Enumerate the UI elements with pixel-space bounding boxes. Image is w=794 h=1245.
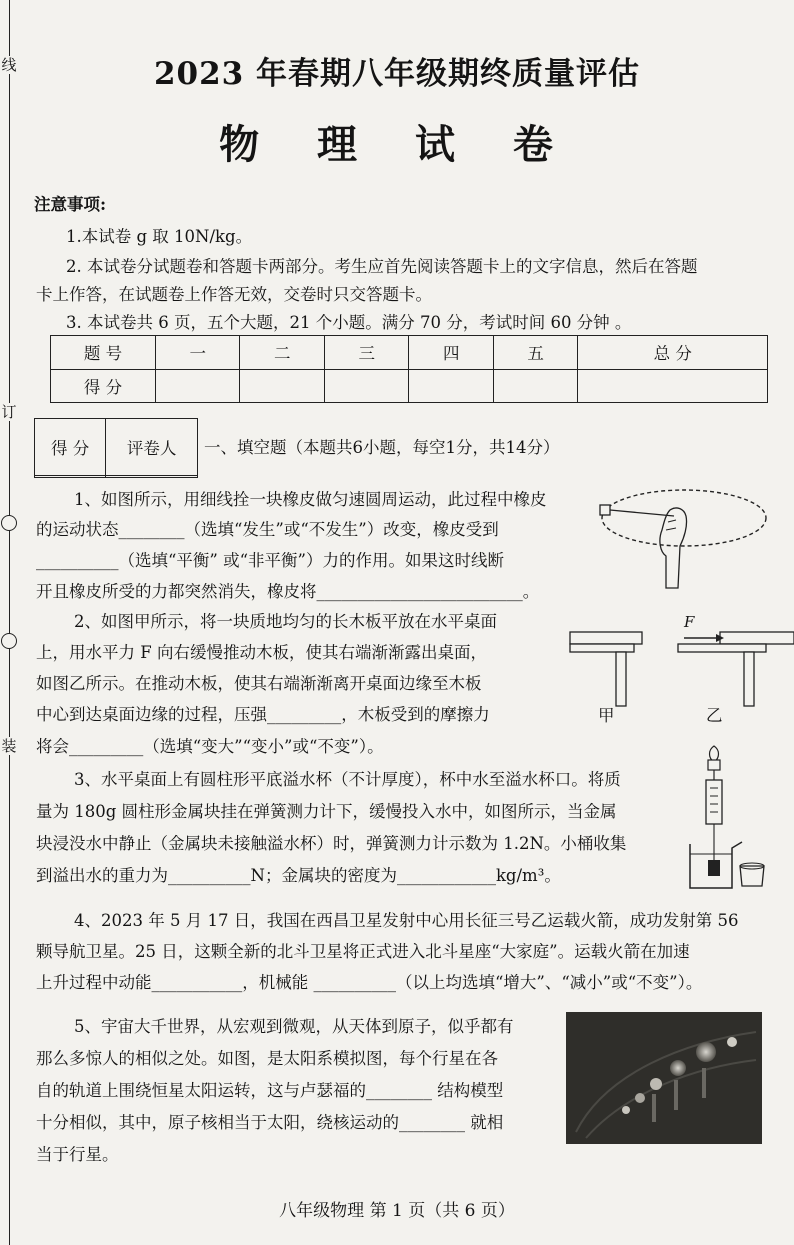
score-blank [578, 369, 768, 403]
q4-line-2: 颗导航卫星。25 日，这颗全新的北斗卫星将正式进入北斗星座“大家庭”。运载火箭在加速 [36, 942, 690, 961]
score-blank [409, 369, 493, 403]
q5-line-2: 那么多惊人的相似之处。如图，是太阳系模拟图，每个行星在各 [36, 1049, 498, 1068]
binding-line [9, 0, 10, 1245]
score-table-cell: 四 [409, 336, 493, 370]
q2-line-4: 中心到达桌面边缘的过程，压强_________，木板受到的摩擦力 [36, 705, 490, 724]
score-table-cell: 五 [493, 336, 577, 370]
q3-line-3: 块浸没水中静止（金属块未接触溢水杯）时，弹簧测力计示数为 1.2N。小桶收集 [36, 834, 627, 853]
score-table [50, 335, 768, 403]
q1-figure-circular-motion [596, 476, 772, 600]
q2-line-1: 2、如图甲所示，将一块质地均匀的长木板平放在水平桌面 [74, 612, 497, 631]
notice-item-2-line-2: 卡上作答，在试题卷上作答无效，交卷时只交答题卡。 [36, 285, 432, 304]
binding-hole-2 [1, 633, 17, 649]
score-table-cell: 题 号 [51, 336, 156, 370]
grader-score-blank [35, 475, 106, 477]
q1-line-4: 开且橡皮所受的力都突然消失，橡皮将_________________________。 [36, 582, 540, 601]
q3-line-4: 到溢出水的重力为__________N；金属块的密度为____________kg/m³。 [36, 866, 561, 885]
q2-figure-label-b: 乙 [706, 706, 723, 725]
binding-hole-1 [1, 515, 17, 531]
score-blank [240, 369, 324, 403]
q2-figure-label-a: 甲 [598, 706, 615, 725]
q2-figure-a-board-on-table [548, 610, 648, 710]
score-table-cell: 一 [156, 336, 240, 370]
notice-item-2-line-1: 2. 本试卷分试题卷和答题卡两部分。考生应首先阅读答题卡上的文字信息，然后在答题 [66, 257, 698, 276]
q1-line-3: __________（选填“平衡” 或“非平衡”）力的作用。如果这时线断 [36, 551, 504, 570]
exam-title: 2023 年春期八年级期终质量评估 [153, 56, 641, 92]
score-table-score-row [51, 369, 768, 403]
score-table-label: 得 分 [51, 369, 156, 403]
q2-line-5: 将会_________（选填“变大”“变小”或“不变”）。 [36, 737, 384, 756]
notice-heading: 注意事项: [34, 195, 107, 214]
score-blank [324, 369, 408, 403]
q3-line-2: 量为 180g 圆柱形金属块挂在弹簧测力计下，缓慢投入水中，如图所示，当金属 [36, 802, 617, 821]
q5-line-4: 十分相似，其中，原子核相当于太阳，绕核运动的________ 就相 [36, 1113, 504, 1132]
q5-line-3: 自的轨道上围绕恒星太阳运转，这与卢瑟福的________ 结构模型 [36, 1081, 504, 1100]
score-table-header-row [51, 336, 768, 370]
q5-solar-system-photo [566, 1012, 762, 1144]
q5-line-1: 5、宇宙大千世界，从宏观到微观，从天体到原子，似乎都有 [74, 1017, 514, 1036]
q1-line-2: 的运动状态________（选填“发生”或“不发生”）改变，橡皮受到 [36, 520, 499, 539]
score-table-cell: 二 [240, 336, 324, 370]
q2-line-3: 如图乙所示。在推动木板，使其右端渐渐离开桌面边缘至木板 [36, 674, 482, 693]
margin-char-bind: 装 [1, 737, 17, 755]
q1-line-1: 1、如图所示，用细线拴一块橡皮做匀速圆周运动，此过程中橡皮 [74, 490, 547, 509]
q4-line-1: 4、2023 年 5 月 17 日，我国在西昌卫星发射中心用长征三号乙运载火箭，成功发射第 56 [74, 911, 739, 930]
exam-subtitle: 物 理 试 卷 [219, 121, 575, 168]
grader-table [34, 418, 198, 478]
notice-item-1: 1.本试卷 g 取 10N/kg。 [66, 227, 253, 246]
q3-figure-overflow-cup [684, 742, 768, 892]
q5-line-5: 当于行星。 [36, 1145, 119, 1164]
grader-name-label: 评卷人 [106, 419, 198, 476]
score-blank [493, 369, 577, 403]
grader-name-blank [106, 475, 198, 477]
score-table-cell: 三 [324, 336, 408, 370]
q3-line-1: 3、水平桌面上有圆柱形平底溢水杯（不计厚度），杯中水至溢水杯口。将质 [74, 770, 621, 789]
margin-char-staple: 订 [1, 403, 17, 421]
q4-line-3: 上升过程中动能___________，机械能 __________（以上均选填“增大”、“减小”或“不变”）。 [36, 973, 703, 992]
margin-char-line: 线 [1, 56, 17, 74]
grader-score-label: 得 分 [35, 419, 106, 476]
q2-force-label: F [684, 613, 695, 631]
notice-item-3: 3. 本试卷共 6 页，五个大题，21 个小题。满分 70 分，考试时间 60 分钟 。 [66, 313, 632, 332]
score-blank [156, 369, 240, 403]
score-table-cell: 总 分 [578, 336, 768, 370]
section-1-title: 一、填空题（本题共6小题，每空1分，共14分） [204, 438, 560, 457]
page-footer: 八年级物理 第 1 页（共 6 页） [279, 1201, 515, 1221]
q2-line-2: 上，用水平力 F 向右缓慢推动木板，使其右端渐渐露出桌面， [36, 643, 487, 662]
